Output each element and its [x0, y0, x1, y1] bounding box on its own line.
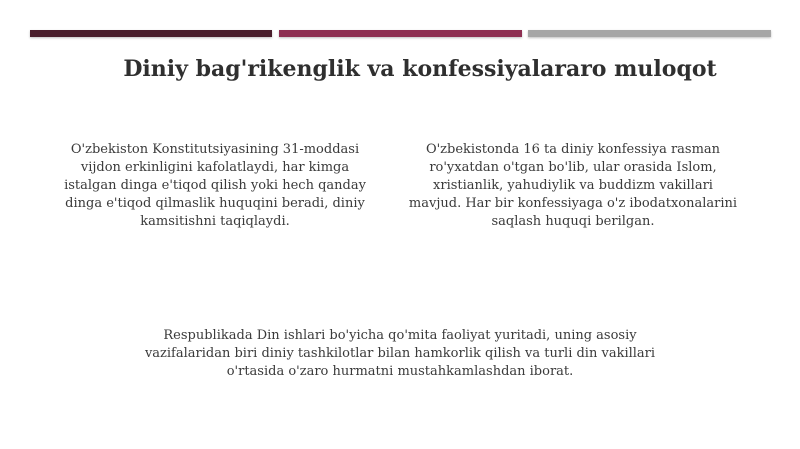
- paragraph-constitution: O'zbekiston Konstitutsiyasining 31-moddasi vijdon erkinligini kafolatlaydi, har kimga istalgan dinga e'tiqod qilish yoki hech qanday dinga e'tiqod qilmaslik huquqini beradi, diniy kamsitishni taqiqlaydi.: [64, 142, 366, 229]
- accent-bar-magenta: [279, 30, 522, 37]
- paragraph-committee: Respublikada Din ishlari bo'yicha qo'mita faoliyat yuritadi, uning asosiy vazifalaridan biri diniy tashkilotlar bilan hamkorlik qilish va turli din vakillari o'rtasida o'zaro hurmatni mustahkamlashdan iborat.: [144, 328, 656, 379]
- slide-title: Diniy bag'rikenglik va konfessiyalararo muloqot: [123, 56, 717, 82]
- paragraph-confessions: O'zbekistonda 16 ta diniy konfessiya rasman ro'yxatdan o'tgan bo'lib, ular orasida Islom, xristianlik, yahudiylik va buddizm vakillari mavjud. Har bir konfessiyaga o'z ibodatxonalarini saqlash huquqi berilgan.: [408, 142, 738, 229]
- accent-bar-gray: [528, 30, 771, 37]
- accent-bar-dark: [30, 30, 272, 37]
